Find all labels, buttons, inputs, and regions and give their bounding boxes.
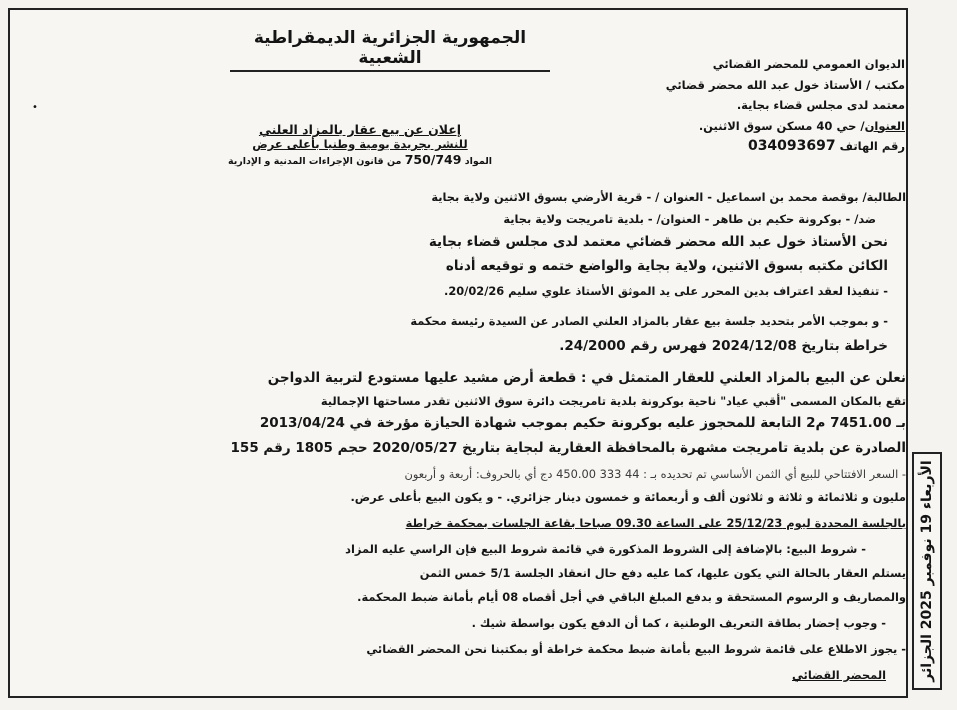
office-line-2: مكتب / الأستاذ خول عبد الله محضر قضائي <box>665 77 905 92</box>
office-phone <box>640 136 905 157</box>
body-line-5: - تنفيذا لعقد اعتراف بدين المحرر على يد الموثق الأستاذ علوي سليم 20/02/26. <box>444 284 888 298</box>
address-value: / حي 40 مسكن سوق الاثنين. <box>698 118 865 133</box>
articles-suffix: من قانون الإجراءات المدنية و الإدارية <box>227 156 402 167</box>
office-line-1: الديوان العمومي للمحضر القضائي <box>712 57 905 71</box>
phone-label: رقم الهاتف <box>839 139 905 153</box>
office-address <box>640 116 905 137</box>
body-line-17: والمصاريف و الرسوم المستحقة و بدفع المبلغ الباقي في أجل أقصاه 08 أيام بأمانة ضبط المحكمة. <box>357 590 906 604</box>
phone-number: 034093697 <box>747 138 836 154</box>
body-line-9: تقع بالمكان المسمى "أقبي عياد" ناحية بوكرونة بلدية تامريجت دائرة سوق الاثنين تقدر مساحتها الإجمالية <box>320 394 906 408</box>
body-line-16: يستلم العقار بالحالة التي يكون عليها، كما عليه دفع حال انعقاد الجلسة 5/1 خمس الثمن <box>419 566 906 580</box>
body-line-14: بالجلسة المحددة ليوم 25/12/23 على الساعة 09.30 صباحا بقاعة الجلسات بمحكمة خراطة <box>405 516 906 530</box>
body-line-13: مليون و ثلاثمائة و ثلاثة و ثلاثون ألف و أربعمائة و خمسون دينار جزائري. - و يكون البيع بأعلى عرض. <box>350 490 906 504</box>
body-line-1: الطالبة/ بوقصة محمد بن اسماعيل - العنوان / - قرية الأرضي بسوق الاثنين ولاية بجاية <box>431 190 906 204</box>
body-line-3: نحن الأستاذ خول عبد الله محضر قضائي معتمد لدى مجلس قضاء بجاية <box>428 234 888 250</box>
body-line-6: - و بموجب الأمر بتحديد جلسة بيع عقار بالمزاد العلني الصادر عن السيدة رئيسة محكمة <box>410 314 888 328</box>
announcement-title: إعلان عن بيع عقار بالمزاد العلني <box>258 122 462 137</box>
body-line-10: بـ 7451.00 م2 التابعة للمحجوز عليه بوكرونة حكيم بموجب شهادة الحيازة مؤرخة في 2013/04/24 <box>259 415 906 431</box>
scan-mark: • <box>32 102 38 113</box>
body-line-12: - السعر الافتتاحي للبيع أي الثمن الأساسي تم تحديده بـ : 44 333 450.00 دج أي بالحروف: أربعة و أربعون <box>404 467 906 481</box>
body-line-7: خراطة بتاريخ 2024/12/08 فهرس رقم 24/2000. <box>559 338 888 354</box>
bailiff-office-block <box>640 54 905 157</box>
body-line-2: ضد/ - بوكرونة حكيم بن طاهر - العنوان/ - بلدية تامريجت ولاية بجاية <box>503 212 876 226</box>
body-line-8: نعلن عن البيع بالمزاد العلني للعقار المتمثل في : قطعة أرض مشيد عليها مستودع لتربية الدواجن <box>267 370 906 386</box>
articles-numbers: 750/749 <box>404 152 462 167</box>
body-line-15: - شروط البيع: بالإضافة إلى الشروط المذكورة في قائمة شروط البيع فإن الراسي عليه المزاد <box>345 542 866 556</box>
republic-title: الجمهورية الجزائرية الديمقراطية الشعبية <box>230 28 550 72</box>
bailiff-signature: المحضر القضائي <box>792 668 886 682</box>
body-line-4: الكائن مكتبه بسوق الاثنين، ولاية بجاية والواضع ختمه و توقيعه أدناه <box>445 258 888 274</box>
office-line-3: معتمد لدى مجلس قضاء بجاية. <box>736 98 905 112</box>
body-line-19: - يجوز الاطلاع على قائمة شروط البيع بأمانة ضبط محكمة خراطة أو بمكتبنا نحن المحضر القضائي <box>366 642 906 656</box>
document-frame <box>8 8 908 698</box>
articles-prefix: المواد <box>464 156 493 167</box>
newspaper-date-strip <box>912 452 942 690</box>
announcement-subtitle: للنشر بجريدة يومية وطنيا بأعلى عرض <box>252 137 468 151</box>
announcement-articles <box>210 152 510 169</box>
newspaper-date-text: الأربعاء 19 نوفمبر 2025 الجزائر <box>919 460 935 682</box>
announcement-heading <box>210 122 510 169</box>
body-line-11: الصادرة عن بلدية تامريجت مشهرة بالمحافظة العقارية لبجاية بتاريخ 2020/05/27 حجم 1805 رقم 155 <box>230 440 906 456</box>
address-label: العنوان <box>864 118 905 133</box>
body-line-18: - وجوب إحضار بطاقة التعريف الوطنية ، كما أن الدفع يكون بواسطة شيك . <box>471 616 886 630</box>
